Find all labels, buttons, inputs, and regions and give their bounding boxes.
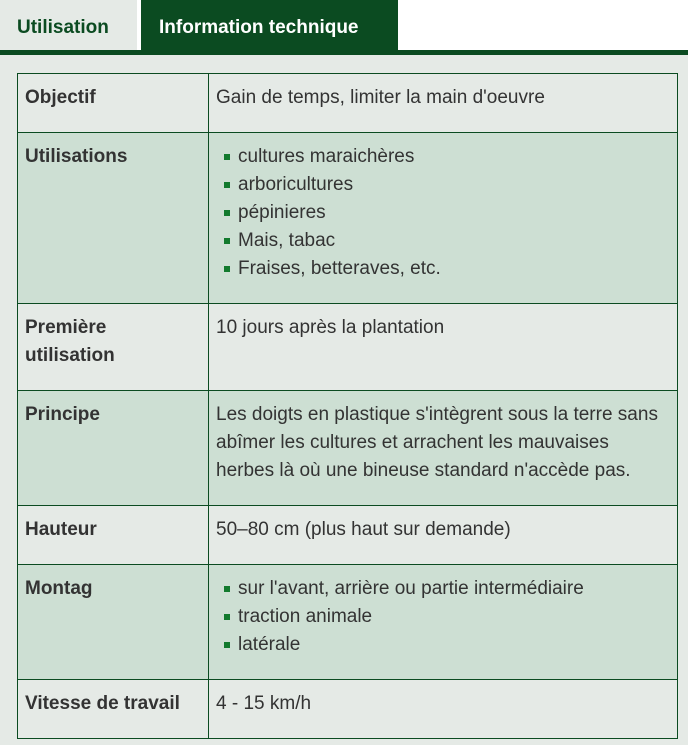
- tab-panel: [0, 55, 688, 745]
- row-label: Principe: [18, 391, 209, 506]
- row-label: Vitesse de travail: [18, 680, 209, 739]
- table-row-montag: [18, 565, 678, 680]
- row-value: Gain de temps, limiter la main d'oeuvre: [209, 74, 678, 133]
- table-row-utilisations: [18, 133, 678, 304]
- table-row-hauteur: [18, 506, 678, 565]
- row-value-list: [209, 133, 678, 304]
- table-row-premiere-utilisation: [18, 304, 678, 391]
- tab-information-technique[interactable]: Information technique: [141, 0, 398, 50]
- row-value: 4 - 15 km/h: [209, 680, 678, 739]
- bullet-list: [216, 575, 670, 659]
- row-value: 10 jours après la plantation: [209, 304, 678, 391]
- table-row-vitesse: [18, 680, 678, 739]
- row-label: Première utilisation: [18, 304, 209, 391]
- row-label: Montag: [18, 565, 209, 680]
- row-label: Utilisations: [18, 133, 209, 304]
- tab-utilisation[interactable]: Utilisation: [0, 0, 137, 50]
- row-value-list: [209, 565, 678, 680]
- list-item: Fraises, betteraves, etc.: [223, 255, 670, 283]
- table-row-objectif: [18, 74, 678, 133]
- bullet-list: [216, 143, 670, 283]
- list-item: Mais, tabac: [223, 227, 670, 255]
- list-item: latérale: [223, 631, 670, 659]
- list-item: sur l'avant, arrière ou partie intermédiaire: [223, 575, 670, 603]
- list-item: pépinieres: [223, 199, 670, 227]
- technical-info-table: [17, 73, 678, 739]
- list-item: cultures maraichères: [223, 143, 670, 171]
- row-label: Hauteur: [18, 506, 209, 565]
- list-item: arboricultures: [223, 171, 670, 199]
- row-value: 50–80 cm (plus haut sur demande): [209, 506, 678, 565]
- list-item: traction animale: [223, 603, 670, 631]
- row-label: Objectif: [18, 74, 209, 133]
- table-row-principe: [18, 391, 678, 506]
- row-value: Les doigts en plastique s'intègrent sous la terre sans abîmer les cultures et arrachent les mauvaises herbes là où une bineuse standard n'accède pas.: [209, 391, 678, 506]
- tab-bar: [0, 0, 688, 56]
